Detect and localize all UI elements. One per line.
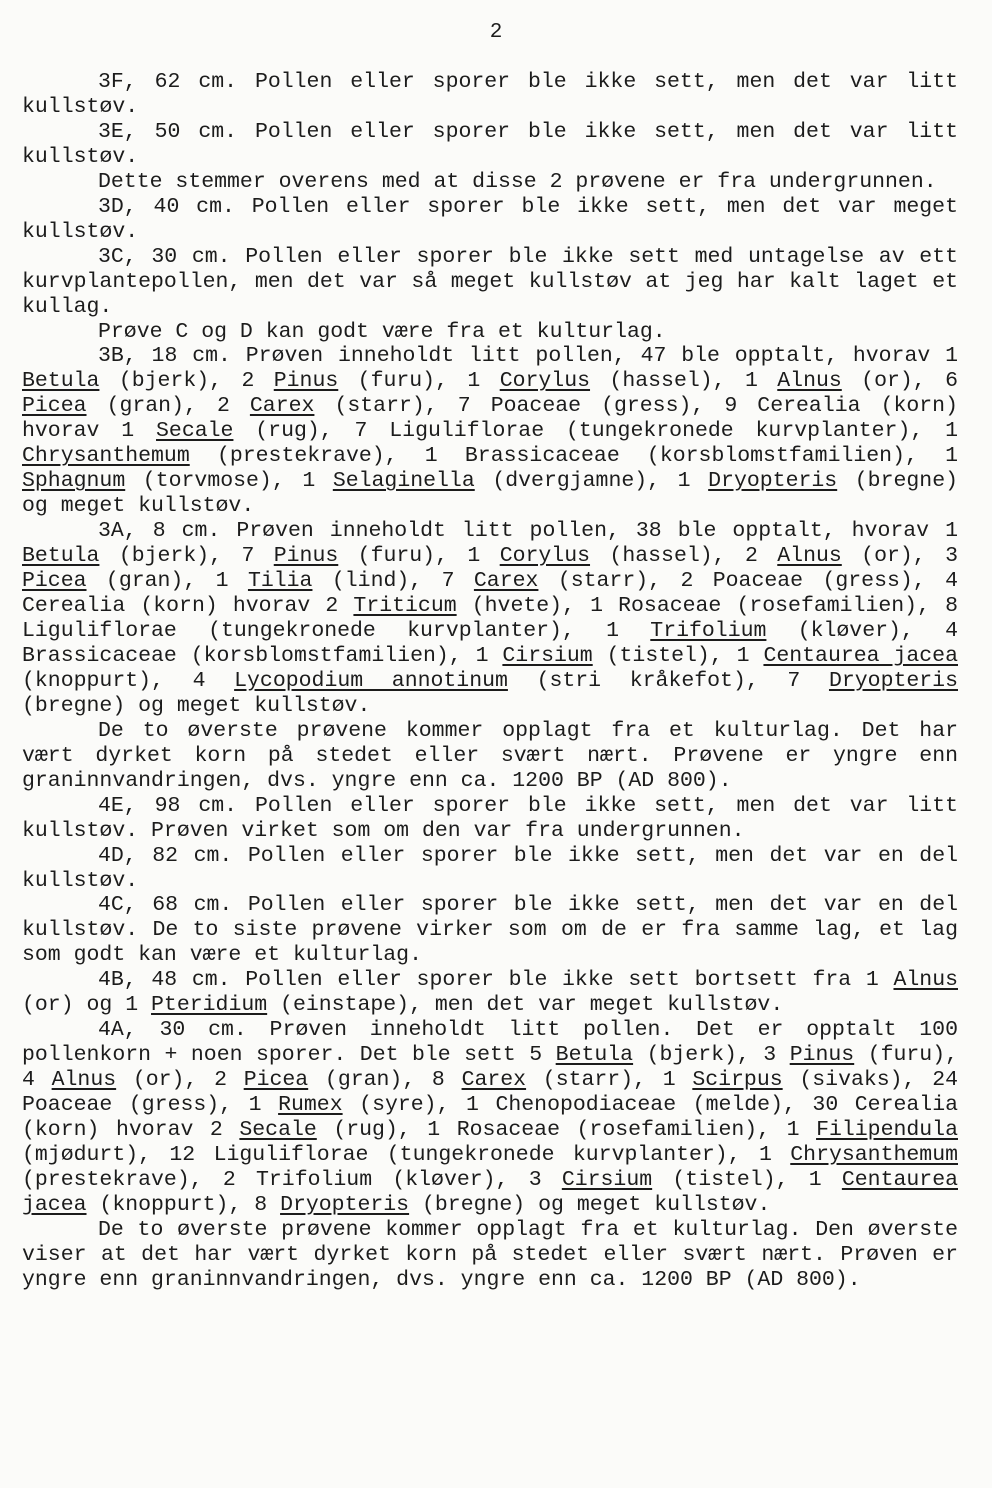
text-segment: (gran), 2 [86,394,250,419]
text-segment: 4A, 30 cm. Prøven inneholdt litt pollen. Det er opptalt 100 pollenkorn + noen sporer. Det ble sett 5 [22,1018,958,1068]
text-segment: (or), 3 [841,544,958,569]
taxon-name: Betula [555,1043,634,1068]
text-segment: (or), 2 [116,1068,244,1093]
paragraph [22,70,958,120]
text-segment: (bjerk), 2 [99,369,274,394]
text-segment: De to øverste prøvene kommer opplagt fra et kulturlag. Den øverste viser at det har vært dyrket korn på stedet eller svært nært. Prøven er yngre enn graninnvandringen, dvs. yngre enn ca. 1200 BP (AD 800). [22,1217,958,1292]
text-segment: (bjerk), 3 [633,1043,790,1068]
text-segment: (gran), 8 [308,1068,462,1093]
text-segment: (tistel), 1 [592,643,764,668]
text-segment: (prestekrave), 2 Trifolium (kløver), 3 [22,1167,562,1192]
taxon-name: Carex [249,394,315,419]
paragraph [22,320,958,345]
text-segment: (or) og 1 [22,993,152,1018]
taxon-name: Dryopteris [280,1192,410,1217]
text-segment: (starr), 7 Poaceae (gress), 9 Cerealia (korn) hvorav 1 [22,394,958,444]
text-segment: Dette stemmer overens med at disse 2 prøvene er fra undergrunnen. [98,169,937,194]
taxon-name: Triticum [353,594,457,619]
taxon-name: Picea [22,569,87,594]
text-segment: (starr), 1 [526,1068,693,1093]
taxon-name: Trifolium [650,618,767,643]
text-segment: (mjødurt), 12 Liguliflorae (tungekronede kurvplanter), 1 [22,1142,791,1167]
document-body [22,70,958,1293]
taxon-name: Corylus [499,369,591,394]
taxon-name: Rumex [278,1093,343,1118]
taxon-name: Cirsium [561,1167,653,1192]
paragraph [22,1218,958,1293]
taxon-name: Alnus [777,544,842,569]
page-number: 2 [489,21,503,44]
paragraph [22,170,958,195]
text-segment: (bregne) og meget kullstøv. [409,1192,771,1217]
text-segment: (einstape), men det var meget kullstøv. [267,993,784,1018]
taxon-name: Lycopodium annotinum [234,668,508,693]
text-segment: (bregne) og meget kullstøv. [22,693,371,718]
taxon-name: Betula [22,544,100,569]
paragraph [22,893,958,968]
text-segment: (knoppurt), 4 [22,668,235,693]
text-segment: (starr), 2 Poaceae (gress), 4 Cerealia (korn) hvorav 2 [22,569,958,619]
text-segment: (hassel), 1 [590,369,778,394]
taxon-name: Chrysanthemum [790,1142,958,1167]
taxon-name: Alnus [893,968,958,993]
taxon-name: Cirsium [502,643,593,668]
paragraph [22,968,958,1018]
taxon-name: Dryopteris [828,668,958,693]
text-segment: (lind), 7 [312,569,474,594]
paragraph [22,844,958,894]
taxon-name: Picea [22,394,87,419]
taxon-name: Centaurea jacea [22,1167,958,1217]
taxon-name: Filipendula [816,1118,958,1143]
taxon-name: Chrysanthemum [22,444,190,469]
text-segment: 4C, 68 cm. Pollen eller sporer ble ikke sett, men det var en del kullstøv. De to siste prøvene virker som om de er fra samme lag, et lag som godt kan være et kulturlag. [22,893,958,968]
text-segment: (bregne) og meget kullstøv. [22,469,958,519]
taxon-name: Alnus [777,369,842,394]
text-segment: 3E, 50 cm. Pollen eller sporer ble ikke sett, men det var litt kullstøv. [22,119,958,169]
text-segment: 3B, 18 cm. Prøven inneholdt litt pollen, 47 ble opptalt, hvorav 1 [98,344,958,369]
taxon-name: Carex [473,569,539,594]
text-segment: (rug), 7 Liguliflorae (tungekronede kurvplanter), 1 [233,419,958,444]
text-segment: (dvergjamne), 1 [474,469,709,494]
taxon-name: Secale [156,419,234,444]
taxon-name: Pteridium [151,993,268,1018]
text-segment: 3D, 40 cm. Pollen eller sporer ble ikke sett, men det var meget kullstøv. [22,194,958,244]
text-segment: Prøve C og D kan godt være fra et kulturlag. [98,319,666,344]
taxon-name: Dryopteris [708,469,838,494]
text-segment: (torvmose), 1 [125,469,333,494]
paragraph [22,519,958,719]
text-segment: (hassel), 2 [590,544,778,569]
text-segment: (hvete), 1 Rosaceae (rosefamilien), 8 Liguliflorae (tungekronede kurvplanter), 1 [22,594,958,643]
taxon-name: Sphagnum [22,469,126,494]
text-segment: (gran), 1 [86,569,248,594]
text-segment: (stri kråkefot), 7 [507,668,829,693]
text-segment: 4B, 48 cm. Pollen eller sporer ble ikke sett bortsett fra 1 [98,968,894,993]
taxon-name: Secale [239,1118,317,1143]
text-segment: (syre), 1 Chenopodiaceae (melde), 30 Cerealia (korn) hvorav 2 [22,1093,959,1143]
paragraph [22,344,958,519]
taxon-name: Alnus [51,1068,117,1093]
text-segment: (or), 6 [841,369,958,394]
text-segment: 3C, 30 cm. Pollen eller sporer ble ikke sett med untagelse av ett kurvplantepollen, men det var så meget kullstøv at jeg har kalt laget et kullag. [22,244,958,319]
text-segment: 4E, 98 cm. Pollen eller sporer ble ikke sett, men det var litt kullstøv. Prøven virket som om den var fra undergrunnen. [22,793,958,843]
text-segment: 3F, 62 cm. Pollen eller sporer ble ikke sett, men det var litt kullstøv. [22,70,958,119]
text-segment: (kløver), 4 Brassicaceae (korsblomstfamilien), 1 [22,618,958,668]
text-segment: De to øverste prøvene kommer opplagt fra et kulturlag. Det har vært dyrket korn på stedet eller svært nært. Prøvene er yngre enn graninnvandringen, dvs. yngre enn ca. 1200 BP (AD 800). [22,718,958,793]
paragraph [22,120,958,170]
taxon-name: Scirpus [692,1068,783,1093]
text-segment: (furu), 4 [22,1043,959,1093]
taxon-name: Selaginella [332,469,475,494]
paragraph [22,245,958,320]
text-segment: (tistel), 1 [652,1167,842,1192]
taxon-name: Carex [461,1068,527,1093]
taxon-name: Tilia [247,569,313,594]
text-segment: (bjerk), 7 [99,544,274,569]
taxon-name: Pinus [789,1043,855,1068]
taxon-name: Corylus [499,544,591,569]
taxon-name: Centaurea jacea [763,643,958,668]
taxon-name: Betula [22,369,100,394]
paragraph [22,794,958,844]
text-segment: 3A, 8 cm. Prøven inneholdt litt pollen, 38 ble opptalt, hvorav 1 [98,519,958,544]
paragraph [22,719,958,794]
text-segment: (knoppurt), 8 [86,1192,281,1217]
text-segment: (furu), 1 [338,544,500,569]
text-segment: (sivaks), 24 Poaceae (gress), 1 [22,1068,958,1118]
text-segment: 4D, 82 cm. Pollen eller sporer ble ikke sett, men det var en del kullstøv. [22,843,958,893]
taxon-name: Pinus [273,369,339,394]
taxon-name: Picea [243,1068,309,1093]
paragraph [22,195,958,245]
text-segment: (furu), 1 [338,369,500,394]
text-segment: (rug), 1 Rosaceae (rosefamilien), 1 [316,1118,817,1143]
paragraph [22,1018,958,1218]
taxon-name: Pinus [273,544,339,569]
text-segment: (prestekrave), 1 Brassicaceae (korsblomstfamilien), 1 [189,444,958,469]
